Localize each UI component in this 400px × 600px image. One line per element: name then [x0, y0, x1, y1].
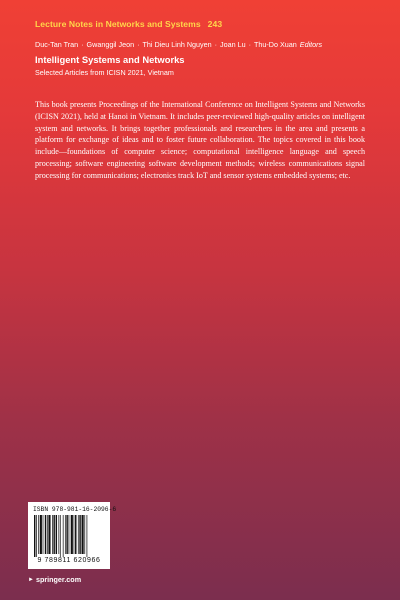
series-volume: 243	[207, 19, 223, 29]
editor-name: Duc-Tan Tran	[35, 40, 79, 49]
editor-separator: ·	[248, 40, 252, 49]
barcode-icon	[32, 515, 106, 557]
editor-separator: ·	[214, 40, 218, 49]
isbn-barcode-panel	[28, 502, 117, 569]
editor-name: Gwanggil Jeon	[86, 40, 135, 49]
editor-separator: ·	[137, 40, 140, 49]
editor-name: Thu-Do Xuan	[254, 40, 297, 49]
isbn-label: ISBN 978-981-16-2096-6	[33, 506, 117, 513]
series-line	[35, 19, 222, 29]
book-subtitle: Selected Articles from ICISN 2021, Vietnam	[35, 68, 174, 77]
series-name: Lecture Notes in Networks and Systems	[35, 19, 201, 29]
book-description: This book presents Proceedings of the International Conference on Intelligent Systems and Networks (ICISN 2021), held at Hanoi in Vietnam. It includes peer-reviewed high-quality articles on intelligent system and networks. It brings together professionals and researchers in the area and presents a platform for exchange of ideas and to foster future collaboration. The topics covered in this book include—foundations of computer science; computational intelligence language and speech processing; software engineering software development methods; wireless communications signal processing for communications; electronics track IoT and sensor systems embedded systems; etc.	[35, 100, 365, 180]
springer-arrow-icon: ►	[28, 576, 34, 583]
book-title: Intelligent Systems and Networks	[35, 54, 185, 65]
publisher-website: springer.com	[35, 575, 82, 584]
editor-name: Joan Lu	[220, 40, 246, 49]
editor-separator: ·	[81, 40, 84, 49]
editors-line	[35, 40, 322, 49]
publisher-logo	[28, 575, 81, 584]
editor-name: Thi Dieu Linh Nguyen	[142, 40, 212, 49]
barcode-digits: 9 789811 620966	[37, 557, 101, 564]
editors-role: Editors	[299, 40, 323, 49]
